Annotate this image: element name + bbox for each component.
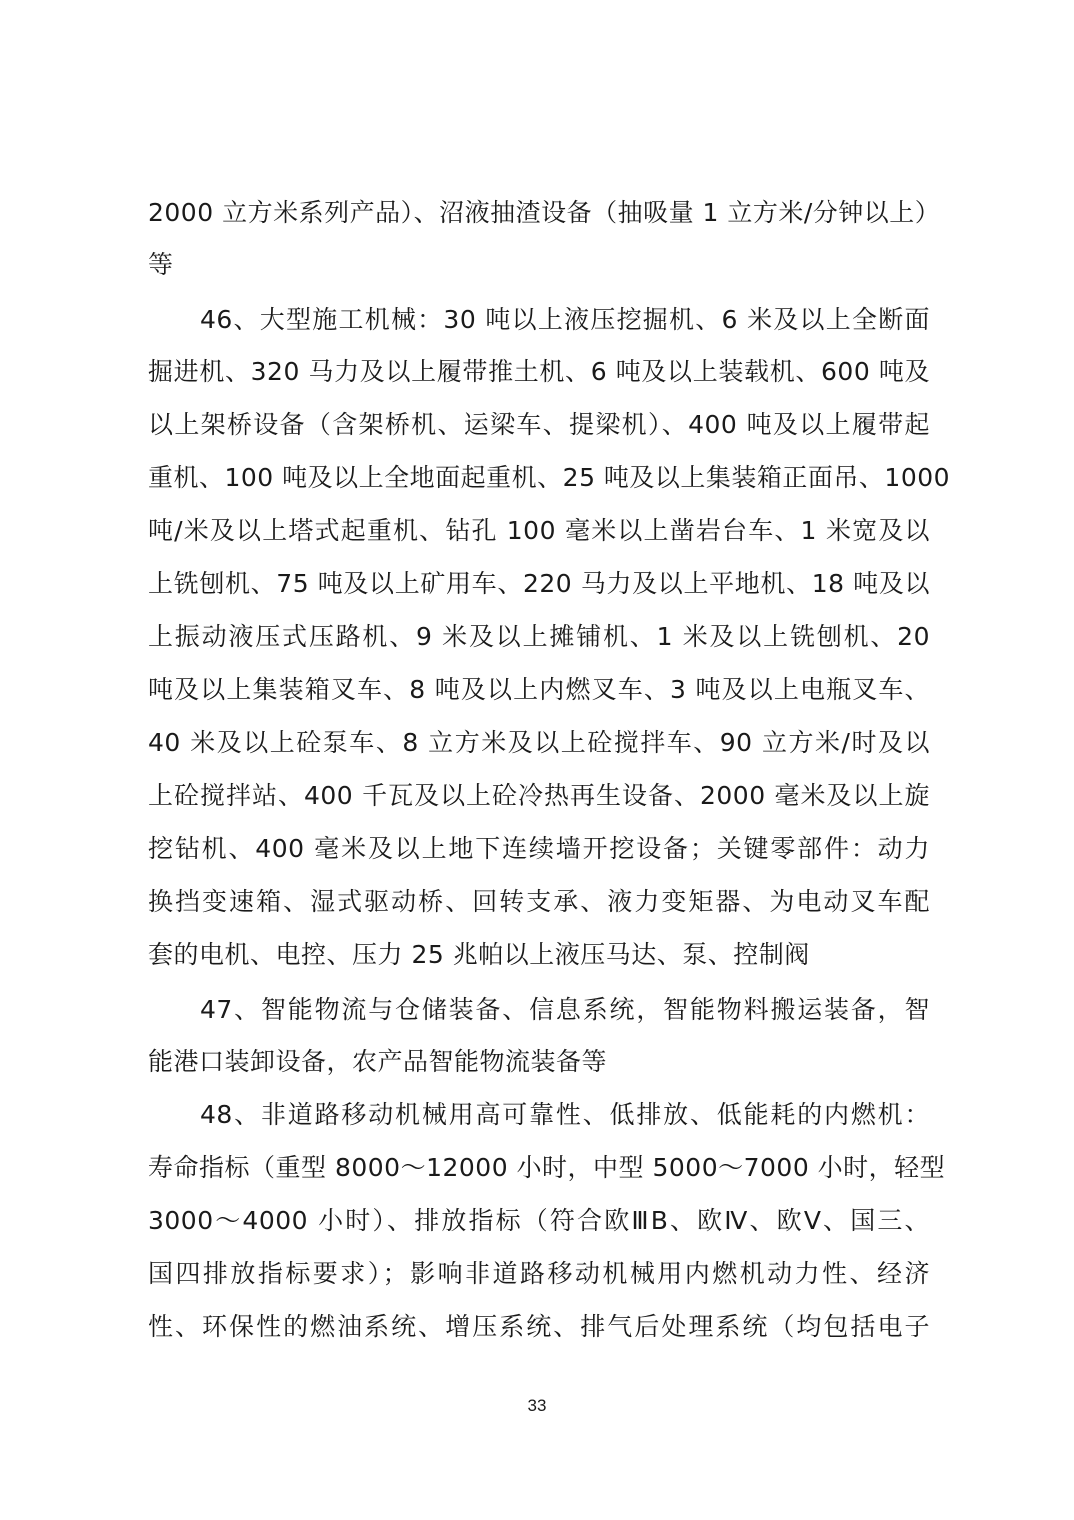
paragraph-47-start: 47、智能物流与仓储装备、信息系统，智能物料搬运装备，智: [200, 995, 930, 1024]
text-line: 换挡变速箱、湿式驱动桥、回转支承、液力变矩器、为电动叉车配: [148, 887, 930, 916]
text-line: 等: [148, 250, 174, 279]
text-line: 吨及以上集装箱叉车、8 吨及以上内燃叉车、3 吨及以上电瓶叉车、: [148, 675, 930, 704]
text-line: 性、环保性的燃油系统、增压系统、排气后处理系统（均包括电子: [148, 1312, 930, 1341]
paragraph-46-start: 46、大型施工机械：30 吨以上液压挖掘机、6 米及以上全断面: [200, 305, 930, 334]
text-line: 以上架桥设备（含架桥机、运梁车、提梁机）、400 吨及以上履带起: [148, 410, 930, 439]
paragraph-48-start: 48、非道路移动机械用高可靠性、低排放、低能耗的内燃机：: [200, 1100, 930, 1129]
text-line: 上铣刨机、75 吨及以上矿用车、220 马力及以上平地机、18 吨及以: [148, 569, 930, 598]
text-line: 国四排放指标要求）；影响非道路移动机械用内燃机动力性、经济: [148, 1259, 930, 1288]
text-line: 重机、100 吨及以上全地面起重机、25 吨及以上集装箱正面吊、1000: [148, 463, 951, 492]
text-line: 吨/米及以上塔式起重机、钻孔 100 毫米以上凿岩台车、1 米宽及以: [148, 516, 930, 545]
text-line: 上振动液压式压路机、9 米及以上摊铺机、1 米及以上铣刨机、20: [148, 622, 930, 651]
text-line: 上砼搅拌站、400 千瓦及以上砼冷热再生设备、2000 毫米及以上旋: [148, 781, 930, 810]
text-line: 掘进机、320 马力及以上履带推土机、6 吨及以上装载机、600 吨及: [148, 357, 930, 386]
text-line: 挖钻机、400 毫米及以上地下连续墙开挖设备；关键零部件：动力: [148, 834, 930, 863]
page-number: 33: [527, 1396, 547, 1415]
text-line: 套的电机、电控、压力 25 兆帕以上液压马达、泵、控制阀: [148, 940, 810, 969]
text-line: 能港口装卸设备，农产品智能物流装备等: [148, 1047, 608, 1076]
text-line: 寿命指标（重型 8000～12000 小时，中型 5000～7000 小时，轻型: [148, 1153, 946, 1182]
text-line: 2000 立方米系列产品）、沼液抽渣设备（抽吸量 1 立方米/分钟以上）: [148, 198, 941, 227]
text-line: 3000～4000 小时）、排放指标（符合欧ⅢB、欧Ⅳ、欧Ⅴ、国三、: [148, 1206, 930, 1235]
text-line: 40 米及以上砼泵车、8 立方米及以上砼搅拌车、90 立方米/时及以: [148, 728, 930, 757]
